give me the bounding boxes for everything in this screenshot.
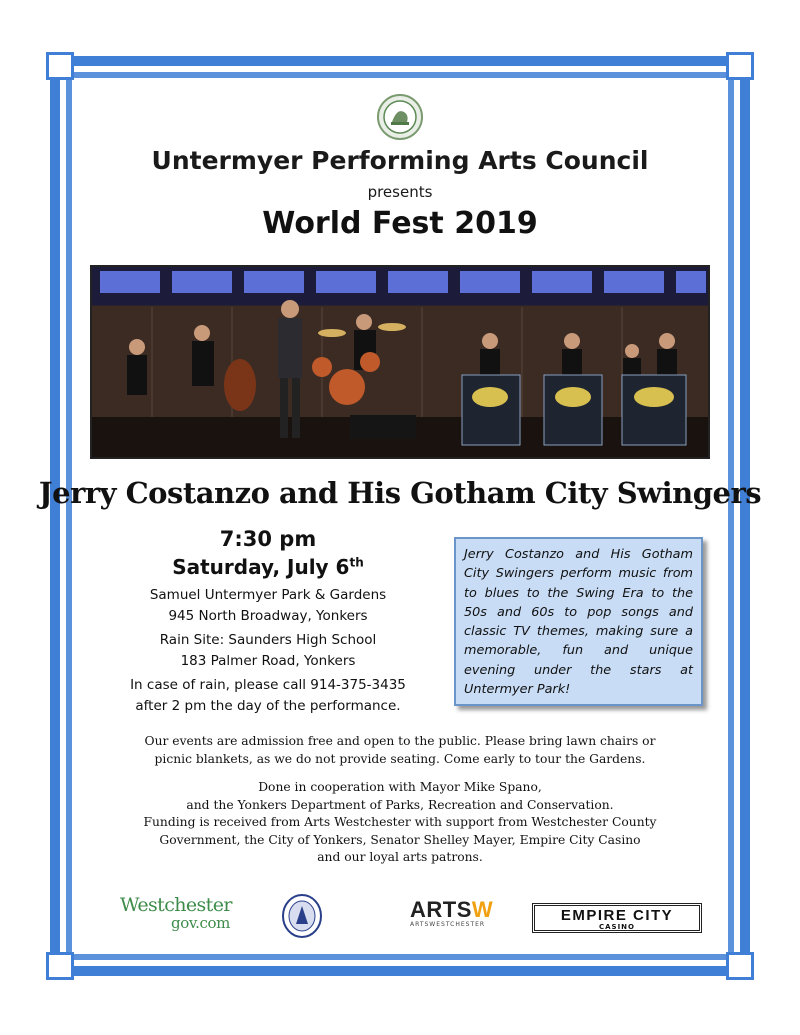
- frame-corner: [46, 952, 74, 980]
- band-photo: [90, 265, 710, 459]
- artswestchester-logo: ARTSW ARTSWESTCHESTER: [410, 897, 494, 928]
- performer-name: Jerry Costanzo and His Gotham City Swingers: [38, 476, 762, 510]
- event-title: World Fest 2019: [262, 206, 538, 241]
- event-time: 7:30 pm: [219, 527, 317, 551]
- description-box: Jerry Costanzo and His Gotham City Swingers perform music from to blues to the Swing Era to the 50s and 60s to pop songs and classic TV themes, making sure a memorable, fun and unique evening under the stars at Untermyer Park!: [454, 537, 703, 706]
- frame-corner: [726, 52, 754, 80]
- venue-address: Samuel Untermyer Park & Gardens 945 North Broadway, Yonkers: [149, 587, 387, 624]
- frame-corner: [46, 52, 74, 80]
- empire-city-casino-logo: EMPIRE CITY CASINO: [532, 903, 702, 933]
- admission-paragraph: Our events are admission free and open to the public. Please bring lawn chairs or picnic blankets, as we do not provide seating. Come early to tour the Gardens.: [144, 734, 656, 766]
- untermyer-seal-icon: [377, 94, 423, 140]
- rain-note: In case of rain, please call 914-375-3435 after 2 pm the day of the performance.: [130, 677, 406, 714]
- westchester-gov-logo: Westchester gov.com: [120, 894, 232, 932]
- presents-text: presents: [367, 183, 433, 201]
- frame-corner: [726, 952, 754, 980]
- cooperation-paragraph: Done in cooperation with Mayor Mike Spano, and the Yonkers Department of Parks, Recreation and Conservation. Funding is received from Arts Westchester with support from Westchester County Government, the City of Yonkers, Senator Shelley Mayer, Empire City Casino and our loyal arts patrons.: [143, 780, 657, 864]
- rain-site-address: Rain Site: Saunders High School 183 Palmer Road, Yonkers: [159, 632, 377, 669]
- organization-title: Untermyer Performing Arts Council: [151, 146, 649, 175]
- event-date: Saturday, July 6th: [172, 555, 364, 579]
- city-of-yonkers-seal-icon: [282, 894, 322, 938]
